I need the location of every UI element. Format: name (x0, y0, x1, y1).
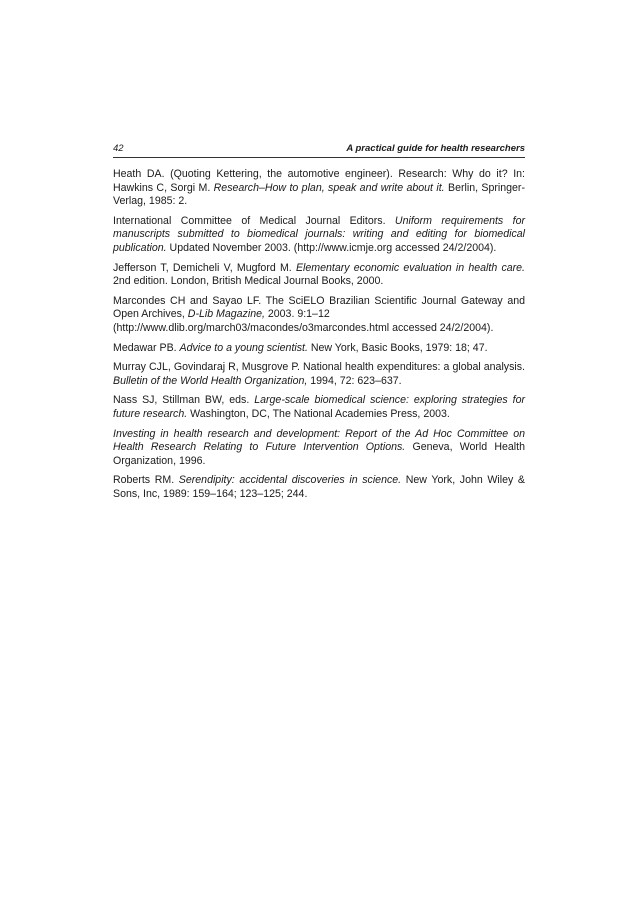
reference-authors: Heath DA. (Quoting Kettering, the automotive engineer). Research: Why do it? In: Hawkins C, Sorgi M. (113, 168, 525, 194)
reference-authors: International Committee of Medical Journal Editors. (113, 214, 395, 227)
reference-item (113, 215, 525, 256)
reference-details: New York, John Wiley & Sons, Inc, 1989: 159–164; 123–125; 244. (113, 474, 525, 500)
reference-title: Elementary economic evaluation in health care. (295, 261, 525, 274)
reference-title: Bulletin of the World Health Organization, (113, 374, 308, 387)
reference-item (113, 342, 525, 356)
reference-authors: Jefferson T, Demicheli V, Mugford M. (113, 261, 296, 274)
reference-details: Updated November 2003. (http://www.icmje.org accessed 24/2/2004). (166, 241, 497, 254)
reference-authors: Marcondes CH and Sayao LF. The SciELO Brazilian Scientific Journal Gateway and Open Archives, (113, 294, 525, 321)
reference-title: Serendipity: accidental discoveries in science. (178, 474, 402, 487)
reference-authors: Murray CJL, Govindaraj R, Musgrove P. National health expenditures: a global analysis. (113, 361, 525, 374)
reference-authors: Nass SJ, Stillman BW, eds. (113, 394, 255, 407)
reference-title: Investing in health research and development: Report of the Ad Hoc Committee on Health Research Relating to Future Intervention Options. (113, 427, 525, 454)
page-number: 42 (113, 143, 124, 154)
reference-title: D-Lib Magazine, (187, 308, 265, 321)
reference-item (113, 394, 525, 421)
reference-details: 1994, 72: 623–637. (307, 374, 402, 387)
reference-list (113, 168, 525, 507)
reference-item (113, 428, 525, 469)
reference-title: Advice to a young scientist. (179, 341, 308, 354)
reference-details: 2003. 9:1–12 (264, 308, 330, 321)
reference-item (113, 262, 525, 289)
reference-authors: Medawar PB. (113, 341, 180, 354)
reference-title: Large-scale biomedical science: exploring strategies for future research. (113, 394, 525, 420)
reference-item (113, 361, 525, 388)
reference-details: Geneva, World Health Organization, 1996. (113, 441, 525, 467)
reference-item (113, 474, 525, 501)
reference-title: Research–How to plan, speak and write about it. (213, 181, 445, 194)
reference-details: 2nd edition. London, British Medical Journal Books, 2000. (113, 275, 384, 288)
reference-authors: Roberts RM. (113, 474, 179, 487)
reference-details: New York, Basic Books, 1979: 18; 47. (307, 341, 488, 354)
reference-item (113, 295, 525, 336)
reference-item (113, 168, 525, 209)
reference-title: Uniform requirements for manuscripts submitted to biomedical journals: writing and editing for biomedical publication. (113, 214, 525, 254)
running-header (113, 143, 525, 158)
reference-details: Washington, DC, The National Academies Press, 2003. (187, 407, 450, 420)
reference-details: Berlin, Springer-Verlag, 1985: 2. (113, 181, 525, 208)
reference-url: (http://www.dlib.org/march03/macondes/o3marcondes.html accessed 24/2/2004). (113, 321, 494, 334)
book-title: A practical guide for health researchers (346, 143, 525, 154)
